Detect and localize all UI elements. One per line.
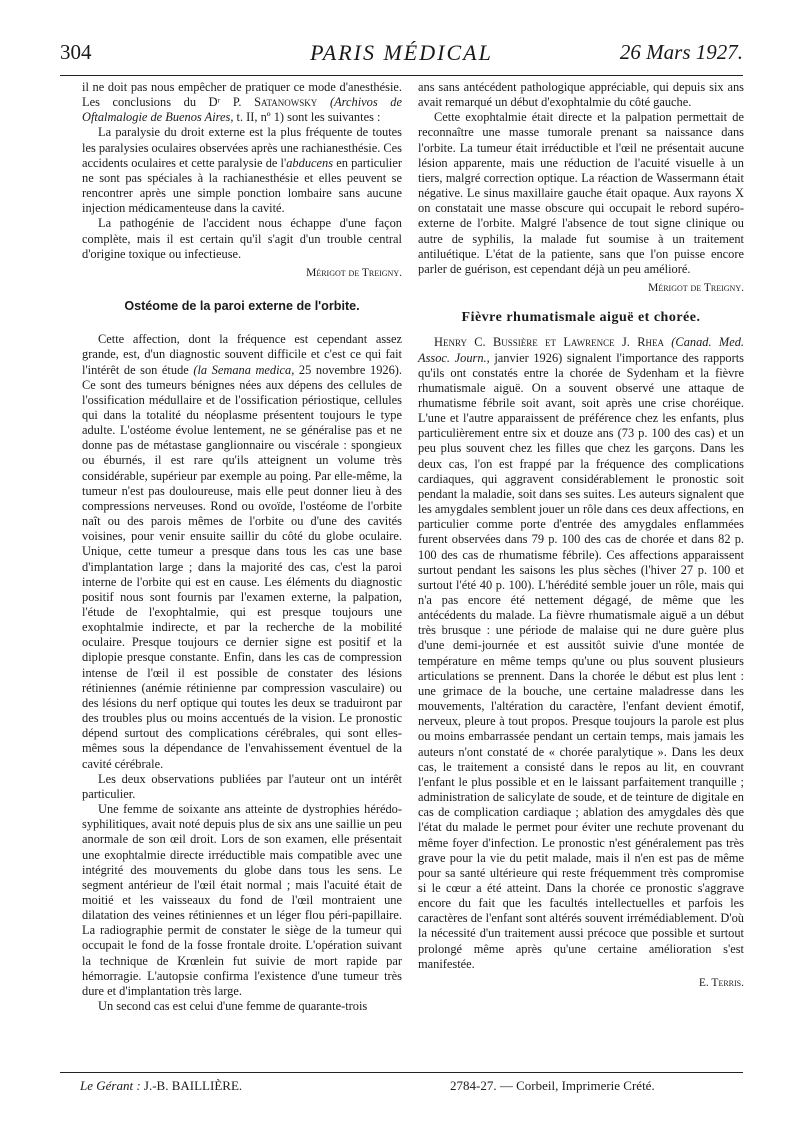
paragraph-text: il ne doit pas nous empêcher de pratiquer ce mode d'anesthésie. Les conclusions du Dʳ (82, 80, 402, 110)
paragraph-text: 25 novembre 1926). Ce sont des tumeurs bénignes nées aux dépens des cellules de l'ossification médullaire et de l'ossification périostique, cellules qui dans la totalité du néoplasme présentent toujours le type adulte. L'ostéome évolue lentement, ne se généralise pas et ne donne pas de métastase ganglionnaire ou viscérale : spongieux ou éburnés, il est rare qu'ils atteignent un volume très considérable, supérieur par exemple au poing. Par elle-même, la tumeur n'est pas douloureuse, mais elle peut donner lieu à des compressions nerveuses. Rond ou ovoïde, l'ostéome de l'orbite naît ou des parois mêmes de l'orbite ou d'une des cavités voisines, pour venir ensuite saillir du côté du globe oculaire. Unique, cette tumeur a presque dans tous les cas une base d'implantation large ; dans la majorité des cas, c'est la paroi interne de l'orbite qui est en cause. Les éléments du diagnostic positif nous sont fournis par l'examen externe, la palpation, l'étude de l'exophtalmie, qui est presque toujours une exophtalmie indirecte, et par la recherche de la mobilité oculaire. Presque toujours ce dernier signe est positif et la diplopie presque constante. Enfin, dans les cas de compression intense de l'œil il est possible de constater des lésions rétiniennes (anémie rétinienne par compression vasculaire) ou des lésions du nerf optique qui toutes les deux se traduiront par des troubles plus ou moins accentués de la vision. Le pronostic dépend surtout des complications cérébrales, qui sont elles-mêmes sous la dépendance de l'envahissement éventuel de la cavité cérébrale. (82, 362, 402, 771)
page-header (60, 38, 743, 72)
paragraph-text: Cette affection, dont la fréquence est cependant assez grande, est, d'un diagnostic souvent difficile et c'est ce qui fait l'intérêt de son étude (82, 332, 402, 377)
paragraph: ans sans antécédent pathologique appréciable, qui depuis six ans avait remarqué un début d'exophtalmie du côté gauche. (418, 80, 744, 110)
paragraph (418, 335, 744, 972)
gerant-line (80, 1078, 242, 1094)
citation: (la Semana medica, (193, 362, 295, 377)
section-heading: Fièvre rhumatismale aiguë et chorée. (461, 310, 701, 326)
printer-line: 2784-27. — Corbeil, Imprimerie Crété. (450, 1078, 655, 1093)
gerant-label: Le Gérant : (80, 1078, 141, 1093)
paragraph: La pathogénie de l'accident nous échappe d'une façon complète, mais il est certain qu'il s'agit d'un trouble central d'origine toxique ou infectieuse. (82, 216, 402, 261)
signature: E. Terris. (698, 976, 744, 989)
paragraph: Un second cas est celui d'une femme de quarante-trois (98, 999, 368, 1014)
author-name: Henry C. Bussière et Lawrence J. Rhea (434, 335, 664, 350)
paragraph-text: janvier 1926) signalent l'importance des rapports qu'ils ont constatés entre la chorée de Sydenham et la fièvre rhumatismale aiguë. On a souvent observé une attaque de rhumatisme fébrile soit avant, soit après une crise choréique. L'une et l'autre apparaissent de préférence chez les enfants, plus particulièrement entre six et douze ans (73 p. 100 des cas) et un peu plus souvent chez les filles que chez les garçons. Dans les deux cas, l'on est frappé par la fréquence des complications cardiaques, qui aggravent considérablement le pronostic soit pendant la maladie, soit dans ses suites. Les auteurs signalent que les amygdales semblent jouer un rôle dans ces deux affections, en particulier comme porte d'entrée des amygdales enflammées furent observées dans 79 p. 100 des cas de chorée et dans 82 p. 100 des cas de rhumatisme fébrile). Ces affections apparaissent surtout pendant les saisons les plus sèches (l'hiver 27 p. 100 et surtout l'été 40 p. 100). L'hérédité semble jouer un rôle, mais qui n'a pas encore été nettement dégagé, de même que les antécédents du malade. La fièvre rhumatismale aiguë a un début très brusque : une période de malaise qui ne dure guère plus d'une demi-journée et est aussitôt suivie d'une montée de température en même temps qu'une ou plus souvent plusieurs articulations se prennent. Dans la chorée le début est plus lent : une grimace de la bouche, une certaine maladresse dans les mouvements, l'altération du caractère, l'enfant devient émotif, nerveux, pleure à tout propos. Presque toujours la parole est plus ou moins embarrassée pendant un certain temps, mais jamais les auteurs n'ont constaté de « chorée paralytique ». Dans les deux cas, le traitement a consisté dans le repos au lit, en couvrant l'enfant le plus possible et en le laissant parfaitement tranquille ; administration de salicylate de soude, et de teinture de digitale en cas de complication cardiaque ; ablation des amygdales dès que l'état du malade le permet pour éviter une rechute provenant du même foyer d'infection. Le pronostic n'est généralement pas très grave pour la vie du petit malade, mais il n'en est pas de même pour sa santé ultérieure qui reste fréquemment très compromise si le cœur a été atteint. Dans la chorée ce pronostic s'aggrave encore du fait que les facultés intellectuelles et parfois les caractères de l'enfant sont altérés souvent irrémédiablement. D'où la nécessité d'un traitement aussi précoce que possible et surtout prolongé même après qu'une certaine amélioration s'est manifestée. (418, 350, 744, 971)
emphasis: abducens (286, 155, 334, 170)
left-column (82, 80, 402, 1014)
right-column (418, 80, 744, 991)
paragraph: Les deux observations publiées par l'auteur ont un intérêt particulier. (82, 771, 402, 801)
gerant-name: J.-B. BAILLIÈRE. (140, 1078, 243, 1093)
paragraph (82, 125, 402, 216)
paragraph (82, 80, 402, 125)
paragraph-text: en particulier ne sont pas spéciales à la rachianesthésie et elles peuvent se rencontrer après une simple ponction lombaire sans aucune injection médicamenteuse dans la cavité. (82, 155, 402, 216)
footer-rule (60, 1072, 743, 1073)
header-rule (60, 75, 743, 76)
paragraph: Une femme de soixante ans atteinte de dystrophies hérédo-syphilitiques, avait noté depuis plus de six ans une saillie un peu anormale de son œil droit. Lors de son examen, elle présentait une exophtalmie directe irréductible mais compatible avec une intégrité des mouvements du globe dans tous les sens. Le segment antérieur de l'œil était normal ; mais l'acuité était de moitié et les vaisseaux du fond de l'œil montraient une dilatation des veines rétiniennes et un léger flou péri-papillaire. La radiographie permit de constater le siège de la tumeur qui occupait le fond de la fosse frontale droite. L'opération suivant la technique de Krœnlein fut suivie de mort rapide par hémorragie. L'autopsie confirma l'existence d'une tumeur très dure et d'implantation très large. (82, 802, 402, 998)
journal-title: PARIS MÉDICAL (310, 40, 493, 65)
page-number: 304 (60, 40, 92, 64)
author-name: P. Satanowsky (232, 95, 318, 110)
signature: Mérigot de Treigny. (306, 266, 402, 279)
section-heading: Ostéome de la paroi externe de l'orbite. (124, 299, 360, 314)
paragraph: Cette exophtalmie était directe et la palpation permettait de reconnaître une masse tumorale prenant sa naissance dans l'orbite. La tumeur était irréductible et l'œil ne présentait aucune lésion apparente, mais une réduction de l'acuité visuelle à un tiers, malgré correction optique. La réaction de Wassermann était négative. Le sinus maxillaire gauche était opaque. Aux rayons X on constatait une masse obscure qui occupait le rebord supéro-externe de l'orbite. Malgré l'absence de tout signe clinique ou autre de syphilis, la malade fut soumise à un traitement antiluétique. L'état de la patiente, sans que l'on puisse encore parler de guérison, est cependant déjà un peu amélioré. (418, 110, 744, 276)
paragraph (82, 332, 402, 772)
issue-date: 26 Mars 1927. (619, 40, 743, 64)
citation: (Canad. Med. Assoc. Journ., (418, 335, 744, 365)
paragraph-text: La paralysie du droit externe est la plus fréquente de toutes les paralysies oculaires observées après une rachianesthésie. Ces accidents oculaires et cette paralysie de l' (82, 125, 402, 170)
signature: Mérigot de Treigny. (648, 282, 744, 295)
citation: (Archivos de Oftalmalogie de Buenos Aires, (82, 95, 402, 125)
paragraph-text: t. II, nº 1) sont les suivantes : (233, 110, 381, 125)
